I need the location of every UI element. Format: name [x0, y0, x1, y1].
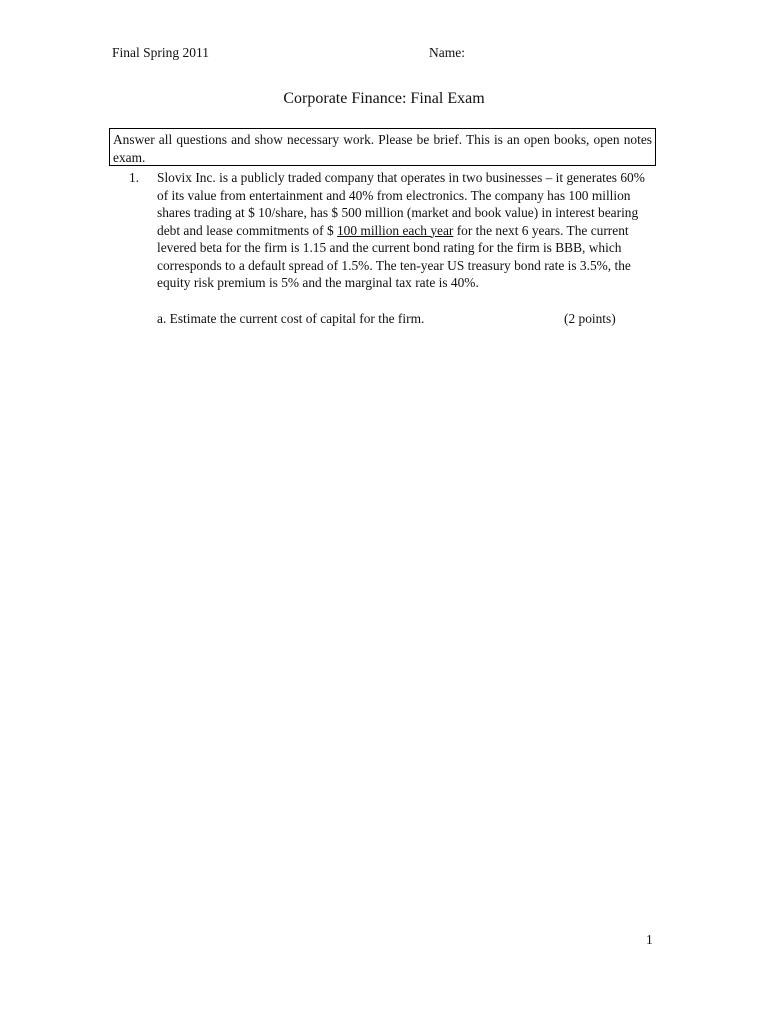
- question-text-part-1: Slovix Inc. is a publicly traded company that operates in two businesses – it generates 60% of its value from entertainment and 40% from electronics. The company has 100 million shares trading at $ 10/share, has $ 500 million (market and book value) in interest bearing debt and lease commitments of $: [157, 170, 645, 238]
- sub-question-a: a. Estimate the current cost of capital for the firm.: [157, 311, 425, 326]
- page-number: 1: [646, 932, 653, 947]
- instructions-box: [109, 128, 656, 166]
- instructions-text: Answer all questions and show necessary work. Please be brief. This is an open books, open notes exam.: [113, 132, 652, 165]
- page-title: Corporate Finance: Final Exam: [283, 90, 485, 107]
- question-number: 1.: [129, 170, 140, 185]
- sub-question-a-points: (2 points): [564, 311, 616, 326]
- question-body: [157, 169, 659, 292]
- name-label: Name:: [429, 45, 465, 60]
- question-1: [129, 169, 659, 292]
- question-underlined-text: 100 million each year: [336, 222, 454, 238]
- exam-term-header: Final Spring 2011: [112, 45, 210, 60]
- question-text-part-2: for the next 6 years. The current levered beta for the firm is 1.15 and the current bond rating for the firm is BBB, which corresponds to a default spread of 1.5%. The ten-year US treasury bond rate is 3.5%, the equity risk premium is 5% and the marginal tax rate is 40%.: [157, 222, 631, 290]
